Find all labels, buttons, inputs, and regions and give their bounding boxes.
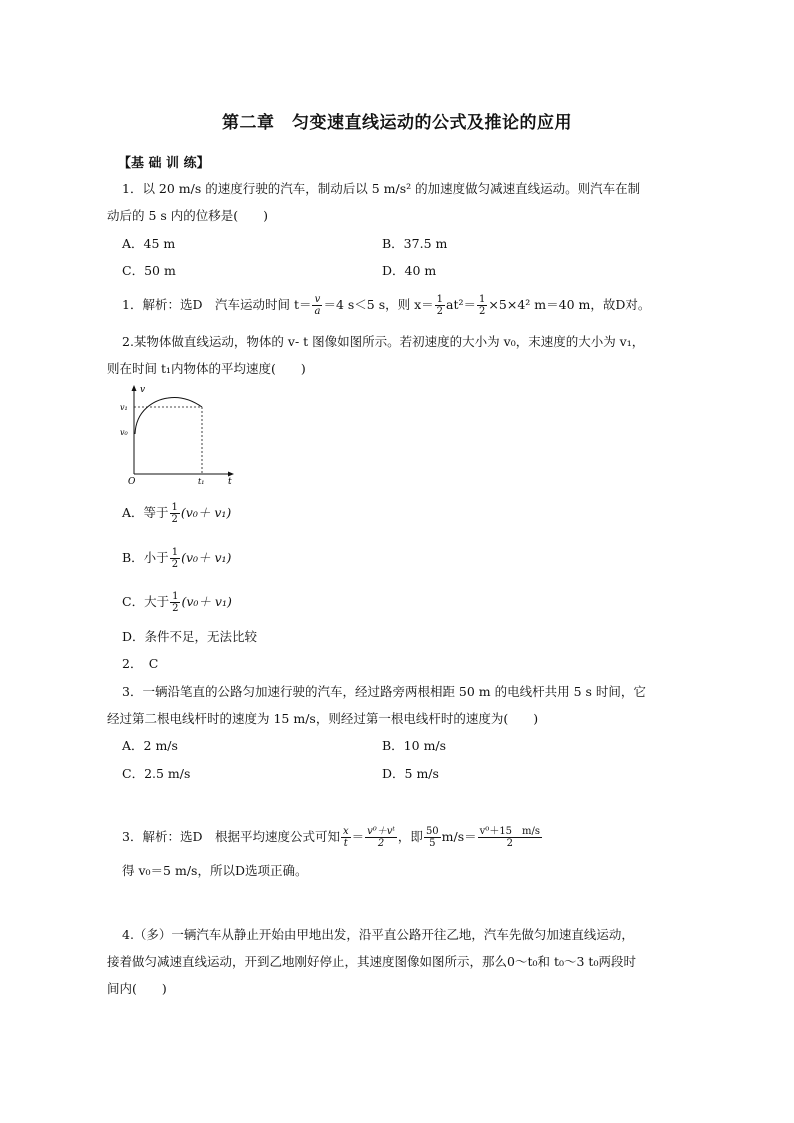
q3-stem-line1: 3．一辆沿笔直的公路匀加速行驶的汽车，经过路旁两根相距 50 m 的电线杆共用 5 s 时间，它 — [122, 684, 646, 699]
q1-stem-line2: 动后的 5 s 内的位移是( ) — [107, 208, 269, 223]
q2-option-c — [122, 589, 232, 615]
q2-stem-line2: 则在时间 t₁内物体的平均速度( ) — [107, 361, 306, 376]
q3-solution-eq1: ＝ — [351, 829, 365, 844]
q2-graph-curve — [135, 397, 202, 434]
q2-option-a-text: A．等于 — [122, 505, 169, 520]
q1-frac2-num: 1 — [436, 294, 444, 305]
q4-stem-line3: 间内( ) — [107, 981, 167, 996]
page-title: 第二章 匀变速直线运动的公式及推论的应用 — [222, 113, 572, 133]
q3-option-a: A．2 m/s — [122, 738, 178, 753]
q2-option-b — [122, 545, 231, 571]
half-den: 2 — [172, 603, 179, 614]
section-heading: 【基 础 训 练】 — [118, 156, 210, 171]
q3-solution — [122, 822, 543, 852]
q3-frac3-den: 5 — [429, 838, 436, 849]
q1-solution — [122, 292, 650, 318]
q4-stem-line1: 4.（多）一辆汽车从静止开始由甲地出发，沿平直公路开往乙地，汽车先做匀加速直线运动， — [122, 927, 634, 942]
q1-frac3-num: 1 — [479, 294, 486, 305]
q1-frac-half-1 — [435, 294, 445, 317]
q2-option-c-half — [170, 591, 180, 614]
q3-frac4-den: 2 — [506, 838, 514, 849]
q2-option-b-text: B．小于 — [122, 550, 169, 565]
q1-frac3-den: 2 — [479, 306, 486, 317]
q3-frac1-den: t — [343, 838, 348, 849]
q1-option-d: D．40 m — [382, 263, 437, 278]
half-num: 1 — [171, 502, 178, 513]
q2-option-b-half — [170, 547, 180, 570]
q1-option-b: B．37.5 m — [382, 236, 448, 251]
q2-option-a-half — [170, 502, 180, 525]
half-num: 1 — [172, 591, 179, 602]
q3-option-c: C．2.5 m/s — [122, 766, 191, 781]
q2-graph-t-arrow — [228, 472, 234, 477]
q1-solution-pre: 1．解析：选D 汽车运动时间 t＝ — [122, 297, 312, 312]
q2-option-c-text: C．大于 — [122, 594, 170, 609]
q3-solution-pre: 3．解析：选D 根据平均速度公式可知 — [122, 829, 340, 844]
q3-solution-mid: ，即 — [397, 829, 423, 844]
q2-graph-v-arrow — [132, 385, 137, 391]
q2-graph-label-t: t — [228, 477, 232, 487]
half-den: 2 — [171, 559, 179, 570]
q3-solution-unit: m/s＝ — [441, 829, 477, 844]
q1-frac-v-a — [312, 294, 322, 317]
q3-option-b: B．10 m/s — [382, 738, 447, 753]
q1-frac2-den: 2 — [436, 306, 444, 317]
q1-solution-mid1: ＝4 s＜5 s，则 x＝ — [323, 297, 434, 312]
q2-option-d: D．条件不足，无法比较 — [122, 629, 258, 644]
q3-frac-50-5 — [424, 826, 441, 849]
q1-frac1-num: v — [312, 294, 322, 306]
q3-stem-line2: 经过第二根电线杆时的速度为 15 m/s，则经过第一根电线杆时的速度为( ) — [107, 711, 539, 726]
q2-graph-label-t1: t₁ — [198, 477, 205, 486]
q3-frac2-den: 2 — [377, 838, 385, 849]
q3-frac-final — [478, 826, 542, 849]
half-den: 2 — [171, 514, 178, 525]
q2-option-a-expr: (v₀＋ v₁) — [180, 505, 232, 520]
q1-option-a: A．45 m — [122, 236, 176, 251]
q1-frac-half-2 — [477, 294, 487, 317]
q3-frac-avg — [365, 826, 397, 849]
q1-stem-line1: 1．以 20 m/s 的速度行驶的汽车，制动后以 5 m/s² 的加速度做匀减速直线运动。则汽车在制 — [122, 181, 641, 196]
q2-stem-line1: 2.某物体做直线运动，物体的 v- t 图像如图所示。若初速度的大小为 v₀，末速度的大小为 v₁， — [122, 334, 645, 349]
q3-frac4-num: v⁰＋15 m/s — [479, 826, 541, 837]
q3-frac3-num: 50 — [425, 826, 439, 837]
q3-solution-line2: 得 v₀＝5 m/s，所以D选项正确。 — [122, 863, 308, 878]
q2-option-c-expr: (v₀＋ v₁) — [181, 594, 232, 609]
q3-frac1-num: x — [342, 826, 349, 837]
q2-answer: 2． C — [122, 656, 159, 671]
q1-option-c: C．50 m — [122, 263, 176, 278]
half-num: 1 — [171, 547, 179, 558]
q2-vt-graph — [118, 382, 243, 487]
q2-graph-label-v1: v₁ — [120, 403, 128, 412]
q4-stem-line2: 接着做匀减速直线运动，开到乙地刚好停止，其速度图像如图所示，那么0～t₀和 t₀～3 t₀两段时 — [107, 954, 636, 969]
q1-frac1-den: a — [314, 306, 321, 317]
q2-graph-label-o: O — [128, 477, 136, 487]
q1-solution-mid2: at²＝ — [446, 297, 477, 312]
q2-graph-label-v: v — [140, 385, 146, 395]
q2-graph-label-v0: v₀ — [120, 428, 128, 437]
q1-solution-end: ×5×4² m＝40 m，故D对。 — [488, 297, 651, 312]
q2-option-b-expr: (v₀＋ v₁) — [181, 550, 232, 565]
q3-frac-x-t — [341, 826, 351, 849]
q3-option-d: D．5 m/s — [382, 766, 439, 781]
q3-frac2-num: v⁰＋vᵗ — [367, 826, 395, 837]
q2-option-a — [122, 500, 231, 526]
